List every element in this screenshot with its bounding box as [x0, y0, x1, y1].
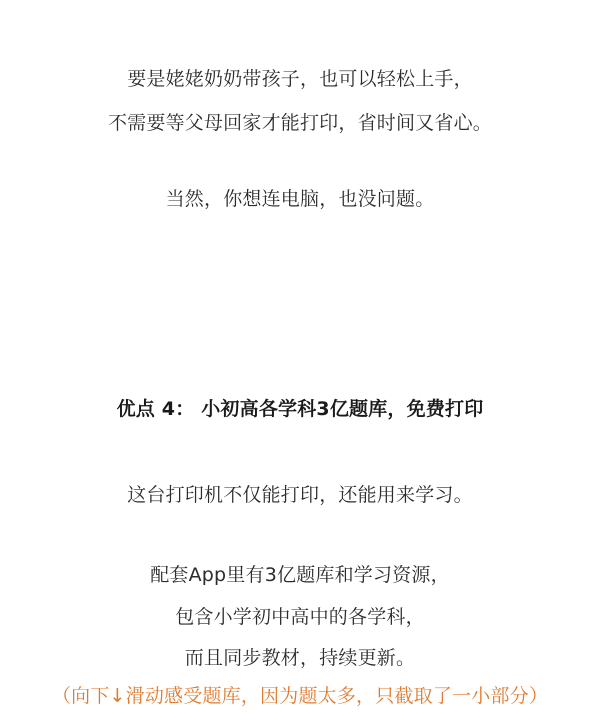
body-text-line: 配套App里有3亿题库和学习资源，: [150, 564, 450, 586]
body-text-line: 要是姥姥奶奶带孩子，也可以轻松上手，: [127, 68, 473, 90]
section-heading: 优点 4： 小初高各学科3亿题库，免费打印: [116, 398, 484, 420]
scroll-hint-note: （向下↓滑动感受题库，因为题太多，只截取了一小部分）: [51, 685, 549, 707]
body-text-line: 这台打印机不仅能打印，还能用来学习。: [127, 484, 473, 506]
body-text-line: 而且同步教材，持续更新。: [184, 647, 416, 669]
body-text-line: 不需要等父母回家才能打印，省时间又省心。: [107, 112, 492, 134]
body-text-line: 当然，你想连电脑，也没问题。: [165, 188, 435, 210]
body-text-line: 包含小学初中高中的各学科，: [175, 606, 425, 628]
